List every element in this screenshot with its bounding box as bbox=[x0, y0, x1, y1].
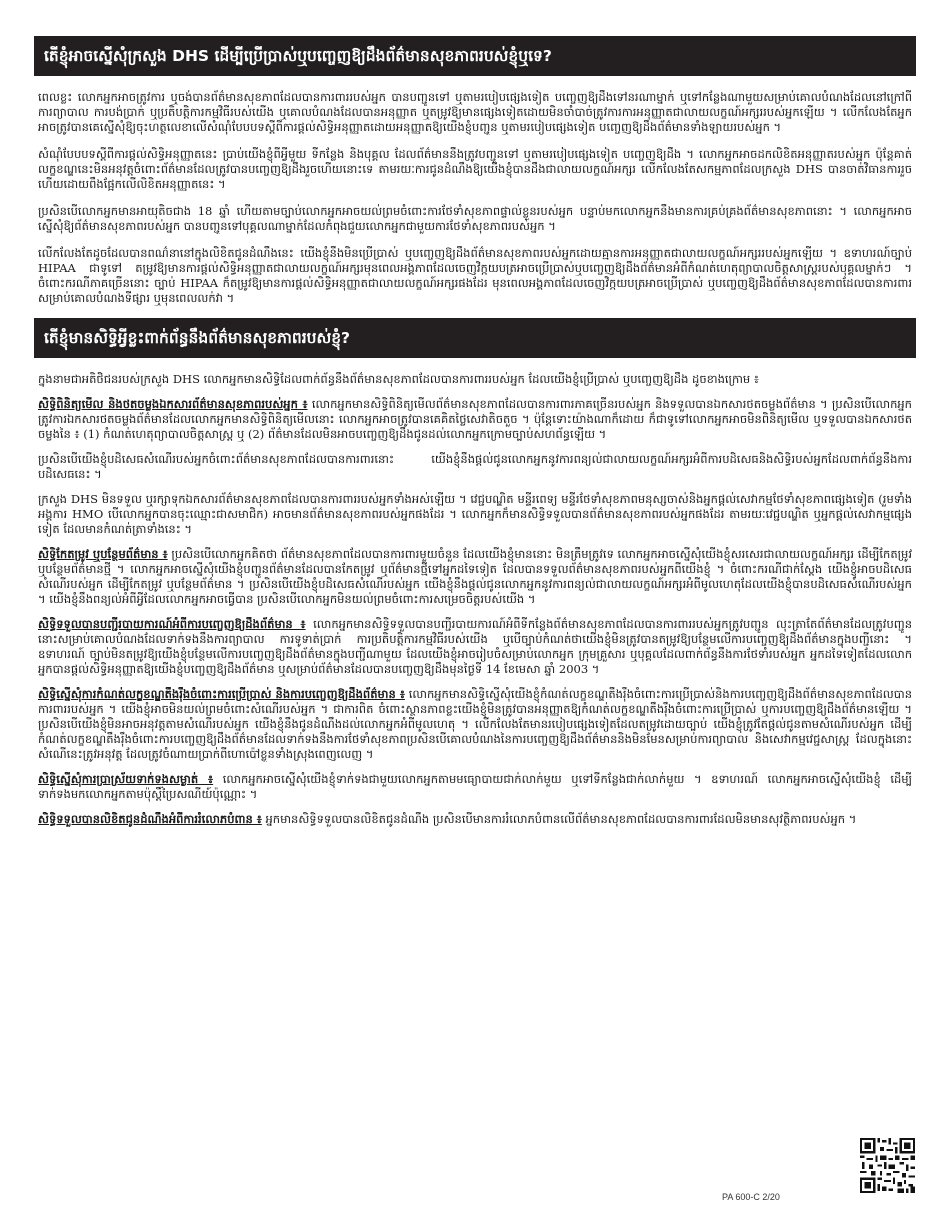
right-accounting-title: សិទ្ធិទទួលបានបញ្ជីរបាយការណ៍អំពីការបញ្ចេញឱ្យដឹងព័ត៌មាន ៖ bbox=[38, 617, 306, 631]
right-amend-text: ប្រសិនបើលោកអ្នកគិតថា ព័ត៌មានសុខភាពដែលបានការពារមួយចំនួន ដែលយើងខ្ញុំមាននោះ មិនត្រឹមត្រូវទេ លោកអ្នកអាចស្នើសុំយើងខ្ញុំសរសេរជាលាយលក្ខណ៍អក្សរ ដើម្បីកែតម្រូវ ឬបន្ថែមព័ត៌មានថ្មី ។ លោកអ្នកអាចស្នើសុំយើងខ្ញុំបញ្ជូនព័ត៌មានដែលបានកែតម្រូវ ឬព័ត៌មានថ្មីទៅអ្នកដទៃទៀត ដែលបានទទួលព័ត៌មានសុខភាពរបស់អ្នកពីយើងខ្ញុំ ។ ចំពោះករណីជាក់ស្តែង យើងខ្ញុំអាចបដិសេធសំណើរបស់អ្នក ដើម្បីកែតម្រូវ ឬបន្ថែមព័ត៌មាន ។ ប្រសិនបើយើងខ្ញុំបដិសេធសំណើរបស់អ្នក យើងខ្ញុំនឹងផ្តល់ជូនលោកអ្នកនូវការពន្យល់ជាលាយលក្ខណ៍អក្សរអំពីមូលហេតុដែលយើងខ្ញុំបានបដិសេធសំណើរបស់អ្នក ។ យើងខ្ញុំនឹងពន្យល់អំពីអ្វីដែលលោកអ្នកអាចធ្វើបាន ប្រសិនបើលោកអ្នកមិនយល់ព្រមចំពោះការសម្រេចចិត្តរបស់យើង ។ bbox=[38, 547, 912, 606]
section-rights-body bbox=[34, 358, 916, 827]
right-accounting-text: លោកអ្នកមានសិទ្ធិទទួលបានបញ្ជីរបាយការណ៍អំពីទីកន្លែងព័ត៌មានសុខភាពដែលបានការពាររបស់អ្នកត្រូវបញ្ជូន លុះត្រាតែព័ត៌មានដែលត្រូវបញ្ជូននោះសម្រាប់គោលបំណងដែលទាក់ទងនឹងការព្យាបាល ការទូទាត់ប្រាក់ ការប្រតិបត្តិការកម្មវិធីរបស់យើង ឬបើច្បាប់កំណត់ថាយើងខ្ញុំមិនត្រូវបានតម្រូវឱ្យបន្ថែមលើការបញ្ចេញឱ្យដឹងព័ត៌មានក្នុងបញ្ជីនោះ ។ ឧទាហរណ៍ ច្បាប់មិនតម្រូវឱ្យយើងខ្ញុំបន្ថែមលើការបញ្ចេញឱ្យដឹងព័ត៌មានក្នុងបញ្ជីណាមួយ ដែលយើងខ្ញុំអាចរៀបចំសម្រាប់លោកអ្នក ក្រុមគ្រួសារ ឬបុគ្គលដែលពាក់ព័ន្ធនឹងការថែទាំរបស់អ្នក អ្នកដទៃទៀតដែលលោកអ្នកបានផ្តល់សិទ្ធិអនុញ្ញាតឱ្យយើងខ្ញុំបញ្ចេញឱ្យដឹងព័ត៌មាន ឬសម្រាប់ព័ត៌មានដែលបានបញ្ចេញឱ្យដឹងមុនថ្ងៃទី 14 ខែមេសា ឆ្នាំ 2003 ។ bbox=[38, 617, 912, 676]
paragraph-hipaa: លើកលែងតែដូចដែលបានពណ៌នានៅក្នុងលិខិតជូនដំណឹងនេះ យើងខ្ញុំនឹងមិនប្រើប្រាស់ ឬបញ្ចេញឱ្យដឹងព័ត៌មានសុខភាពរបស់អ្នកដោយគ្មានការអនុញ្ញាតជាលាយលក្ខណ៍អក្សររបស់អ្នកឡើយ ។ ឧទាហរណ៍ច្បាប់ HIPAA ជាទូទៅ តម្រូវឱ្យមានការផ្តល់សិទ្ធិអនុញ្ញាតជាលាយលក្ខណ៍អក្សរមុនពេលអង្គភាពដែលចេញវិក្កយបត្រអាចប្រើប្រាស់ឬបញ្ចេញឱ្យដឹងព័ត៌មានអំពីកំណត់ហេតុព្យាបាលចិត្តសាស្ត្ររបស់បុគ្គលម្នាក់ៗ ។ ចំពោះករណីភាគច្រើននោះ ច្បាប់ HIPAA ក៏តម្រូវឱ្យមានការផ្តល់សិទ្ធិអនុញ្ញាតជាលាយលក្ខណ៍អក្សរផងដែរ មុនពេលអង្គភាពដែលចេញវិក្កយបត្រអាចប្រើប្រាស់ ឬបញ្ចេញឱ្យដឹងព័ត៌មានសុខភាពដែលបានការពារសម្រាប់គោលបំណងទីផ្សារ ឬមុនពេលលក់វា ។ bbox=[38, 246, 912, 305]
right-breach-text: អ្នកមានសិទ្ធិទទួលបានលិខិតជូនដំណឹង ប្រសិនបើមានការរំលោភបំពានលើព័ត៌មានសុខភាពដែលបានការពារដែលមិនមានសុវត្ថិភាពរបស់អ្នក ។ bbox=[261, 812, 857, 826]
section-heading-request-dhs: តើខ្ញុំអាចស្នើសុំក្រសួង DHS ដើម្បីប្រើប្រាស់ឬបញ្ចេញឱ្យដឹងព័ត៌មានសុខភាពរបស់ខ្ញុំឬទេ? bbox=[34, 36, 916, 76]
right-breach-title: សិទ្ធិទទួលបានលិខិតជូនដំណឹងអំពីការរំលោភបំពាន ៖ bbox=[38, 812, 262, 826]
right-accounting bbox=[38, 617, 912, 677]
paragraph-minor-control: ប្រសិនបើលោកអ្នកមានអាយុតិចជាង 18 ឆ្នាំ ហើយតាមច្បាប់លោកអ្នកអាចយល់ព្រមចំពោះការថែទាំសុខភាពផ្ទាល់ខ្លួនរបស់អ្នក បន្ទាប់មកលោកអ្នកនឹងមានការគ្រប់គ្រងព័ត៌មានសុខភាពនោះ ។ លោកអ្នកអាចស្នើសុំឱ្យព័ត៌មានសុខភាពរបស់អ្នក បានបញ្ជូនទៅបុគ្គលណាម្នាក់ដែលកំពុងជួយលោកអ្នកជាមួយការថែទាំសុខភាពរបស់អ្នក ។ bbox=[38, 204, 912, 233]
right-amend-title: សិទ្ធិកែតម្រូវ ឬបន្ថែមព័ត៌មាន ៖ bbox=[38, 547, 168, 561]
right-inspect-copy-text: លោកអ្នកមានសិទ្ធិពិនិត្យមើលព័ត៌មានសុខភាពដែលបានការពារភាគច្រើនរបស់អ្នក និងទទួលបានឯកសារថតចម្លងព័ត៌មាន ។ ប្រសិនបើលោកអ្នកត្រូវការឯកសារថតចម្លងព័ត៌មានដែលលោកអ្នកមានសិទ្ធិពិនិត្យមើលនោះ លោកអ្នកអាចត្រូវបានគេគិតថ្លៃសេវាតិចតួច ។ ប៉ុន្តែទោះយ៉ាងណាក៏ដោយ ក៏ជាទូទៅលោកអ្នកអាចមិនពិនិត្យមើល ឬទទួលបានឯកសារថតចម្លងនៃ ៖ (1) កំណត់ហេតុព្យាបាលចិត្តសាស្ត្រ ឬ (2) ព័ត៌មានដែលមិនអាចបញ្ចេញឱ្យដឹងជូនដល់លោកអ្នកក្រោមច្បាប់សហព័ន្ធឡើយ ។ bbox=[38, 397, 912, 441]
right-amend bbox=[38, 547, 912, 607]
right-restrictions-title: សិទ្ធិស្នើសុំការកំណត់លក្ខខណ្ឌតឹងរ៉ឹងចំពោះការប្រើប្រាស់ និងការបញ្ចេញឱ្យដឹងព័ត៌មាន ៖ bbox=[38, 687, 405, 701]
qr-code-icon bbox=[860, 1138, 915, 1193]
paragraph-denial-text: ប្រសិនបើយើងខ្ញុំបដិសេធសំណើរបស់អ្នកចំពោះព័ត៌មានសុខភាពដែលបានការពារនោះ យើងខ្ញុំនឹងផ្តល់ជូនលោកអ្នកនូវការពន្យល់ជាលាយលក្ខណ៍អក្សរអំពីការបដិសេធនិងសិទ្ធិរបស់អ្នកដែលពាក់ព័ន្ធនឹងការបដិសេធនេះ ។ bbox=[38, 452, 912, 481]
right-inspect-copy bbox=[38, 397, 912, 442]
paragraph-dhs-records bbox=[38, 492, 912, 537]
document-page bbox=[34, 36, 916, 837]
paragraph-denial bbox=[38, 452, 912, 482]
right-confidential-title: សិទ្ធិស្នើសុំការប្រាស្រ័យទាក់ទងសម្ងាត់ ៖ bbox=[38, 772, 214, 786]
paragraph-release-info: ពេលខ្លះ លោកអ្នកអាចត្រូវការ ឬចង់បានព័ត៌មានសុខភាពដែលបានការពាររបស់អ្នក បានបញ្ជូនទៅ ឬតាមរបៀបផ្សេងទៀត បញ្ចេញឱ្យដឹងទៅនរណាម្នាក់ ឬទៅកន្លែងណាមួយសម្រាប់គោលបំណងដែលនៅក្រៅពីការព្យាបាល ការបង់ប្រាក់ ឬប្រតិបត្តិការកម្មវិធីរបស់យើង ឬគោលបំណងដែលបានអនុញ្ញាត ឬតម្រូវឱ្យមានផ្សេងទៀតដោយមិនចាំបាច់ត្រូវការការអនុញ្ញាតជាលាយលក្ខណ៍អក្សររបស់អ្នកឡើយ ។ លើកលែងតែអ្នកអាចត្រូវបានគេស្នើសុំឱ្យចុះហត្ថលេខាលើសំណុំបែបបទស្តីពីការផ្តល់សិទ្ធិអនុញ្ញាតដោយអនុញ្ញាតឱ្យយើងខ្ញុំបញ្ជូន ឬតាមរបៀបផ្សេងទៀត បញ្ចេញឱ្យដឹងព័ត៌មានទាំងឡាយរបស់អ្នក ។ bbox=[38, 90, 912, 134]
paragraph-authorization-form: សំណុំបែបបទស្តីពីការផ្តល់សិទ្ធិអនុញ្ញាតនេះ ប្រាប់យើងខ្ញុំពីអ្វីមួយ ទីកន្លែង និងបុគ្គល ដែលព័ត៌មាននឹងត្រូវបញ្ជូនទៅ ឬតាមរបៀបផ្សេងទៀត បញ្ចេញឱ្យដឹង ។ លោកអ្នកអាចដកលិខិតអនុញ្ញាតរបស់អ្នក ប៉ុន្តែគាត់លក្ខខណ្ឌនេះមិនអនុវត្តចំពោះព័ត៌មានដែលត្រូវបានបញ្ចេញឱ្យដឹងរួចហើយនោះទេ តាមរយៈការជូនដំណឹងឱ្យយើងខ្ញុំបានដឹងជាលាយលក្ខណ៍អក្សរ លើកលែងតែសកម្មភាពដែលក្រសួង DHS បានចាត់វិធានការរួចហើយដោយពឹងផ្អែកលើលិខិតអនុញ្ញាតនេះ ។ bbox=[38, 147, 912, 191]
right-breach bbox=[38, 812, 912, 827]
paragraph-rights-intro: ក្នុងនាមជាអតិថិជនរបស់ក្រសួង DHS លោកអ្នកមានសិទ្ធិដែលពាក់ព័ន្ធនឹងព័ត៌មានសុខភាពដែលបានការពាររបស់អ្នក ដែលយើងខ្ញុំប្រើប្រាស់ ឬបញ្ចេញឱ្យដឹង ដូចខាងក្រោម ៖ bbox=[38, 372, 759, 386]
section-heading-rights: តើខ្ញុំមានសិទ្ធិអ្វីខ្លះពាក់ព័ន្ធនឹងព័ត៌មានសុខភាពរបស់ខ្ញុំ? bbox=[34, 318, 916, 358]
right-confidential bbox=[38, 772, 912, 802]
section-request-dhs-body bbox=[34, 76, 916, 306]
right-restrictions bbox=[38, 687, 912, 762]
right-restrictions-text: លោកអ្នកមានសិទ្ធិស្នើសុំយើងខ្ញុំកំណត់លក្ខខណ្ឌតឹងរ៉ឹងចំពោះការប្រើប្រាស់និងការបញ្ចេញឱ្យដឹងព័ត៌មានសុខភាពដែលបានការពាររបស់អ្នក ។ យើងខ្ញុំអាចមិនយល់ព្រមចំពោះសំណើរបស់អ្នក ។ ជាការពិត ចំពោះស្ថានភាពខ្លះយើងខ្ញុំមិនត្រូវបានអនុញ្ញាតឱ្យកំណត់លក្ខខណ្ឌតឹងរ៉ឹងចំពោះការប្រើប្រាស់ ឬការបញ្ចេញឱ្យដឹងព័ត៌មានឡើយ ។ ប្រសិនបើយើងខ្ញុំមិនអាចអនុវត្តតាមសំណើរបស់អ្នក យើងខ្ញុំនឹងជូនដំណឹងដល់លោកអ្នកអំពីមូលហេតុ ។ លើកលែងតែមានរបៀបផ្សេងទៀតដែលតម្រូវដោយច្បាប់ យើងខ្ញុំត្រូវតែផ្តល់ជូនតាមសំណើរបស់អ្នក ដើម្បីកំណត់លក្ខខណ្ឌតឹងរ៉ឹងចំពោះការបញ្ចេញឱ្យដឹងព័ត៌មានដែលទាក់ទងនឹងការថែទាំសុខភាពប្រសិនបើគោលបំណងនៃការបញ្ចេញឱ្យដឹងព័ត៌មាននិងមិនមែនសម្រាប់ការព្យាបាល និងសេវាកម្មវេជ្ជសាស្ត្រ ដែលក្នុងនោះ សំណើនេះត្រូវអនុវត្ត ដែលត្រូវចំណាយប្រាក់ពីហោប៉ៅខ្លួនទាំងស្រុងពេញលេញ ។ bbox=[38, 687, 912, 761]
right-confidential-text: លោកអ្នកអាចស្នើសុំយើងខ្ញុំទាក់ទងជាមួយលោកអ្នកតាមមធ្យោបាយជាក់លាក់មួយ ឬទៅទីកន្លែងជាក់លាក់មួយ ។ ឧទាហរណ៍ លោកអ្នកអាចស្នើសុំយើងខ្ញុំ ដើម្បីទាក់ទងមកលោកអ្នកតាមប៉ុស្តិ៍ប្រៃសណីយ៍ប៉ុណ្ណោះ ។ bbox=[38, 772, 912, 801]
paragraph-dhs-records-text: ក្រសួង DHS មិនទទួល ឬរក្សាទុកឯកសារព័ត៌មានសុខភាពដែលបានការពាររបស់អ្នកទាំងអស់ឡើយ ។ វេជ្ជបណ្ឌិត មន្ទីរពេទ្យ មន្ទីរថែទាំសុខភាពមនុស្សចាស់និងអ្នកផ្តល់សេវាកម្មថែទាំសុខភាពផ្សេងទៀត (រួមទាំងអង្គការ HMO បើលោកអ្នកបានចុះឈ្មោះជាសមាជិក) អាចមានព័ត៌មានសុខភាពរបស់អ្នកផងដែរ ។ លោកអ្នកក៏មានសិទ្ធិទទួលបានព័ត៌មានសុខភាពរបស់អ្នកផងដែរ តាមរយៈវេជ្ជបណ្ឌិត ឬអ្នកផ្តល់សេវាកម្មផ្សេងទៀត ដែលមានកំណត់ត្រាទាំងនេះ ។ bbox=[38, 492, 912, 536]
right-inspect-copy-title: សិទ្ធិពិនិត្យមើល និងថតចម្លងឯកសារព័ត៌មានសុខភាពរបស់អ្នក ៖ bbox=[38, 397, 308, 411]
form-code: PA 600-C 2/20 bbox=[722, 1192, 780, 1202]
